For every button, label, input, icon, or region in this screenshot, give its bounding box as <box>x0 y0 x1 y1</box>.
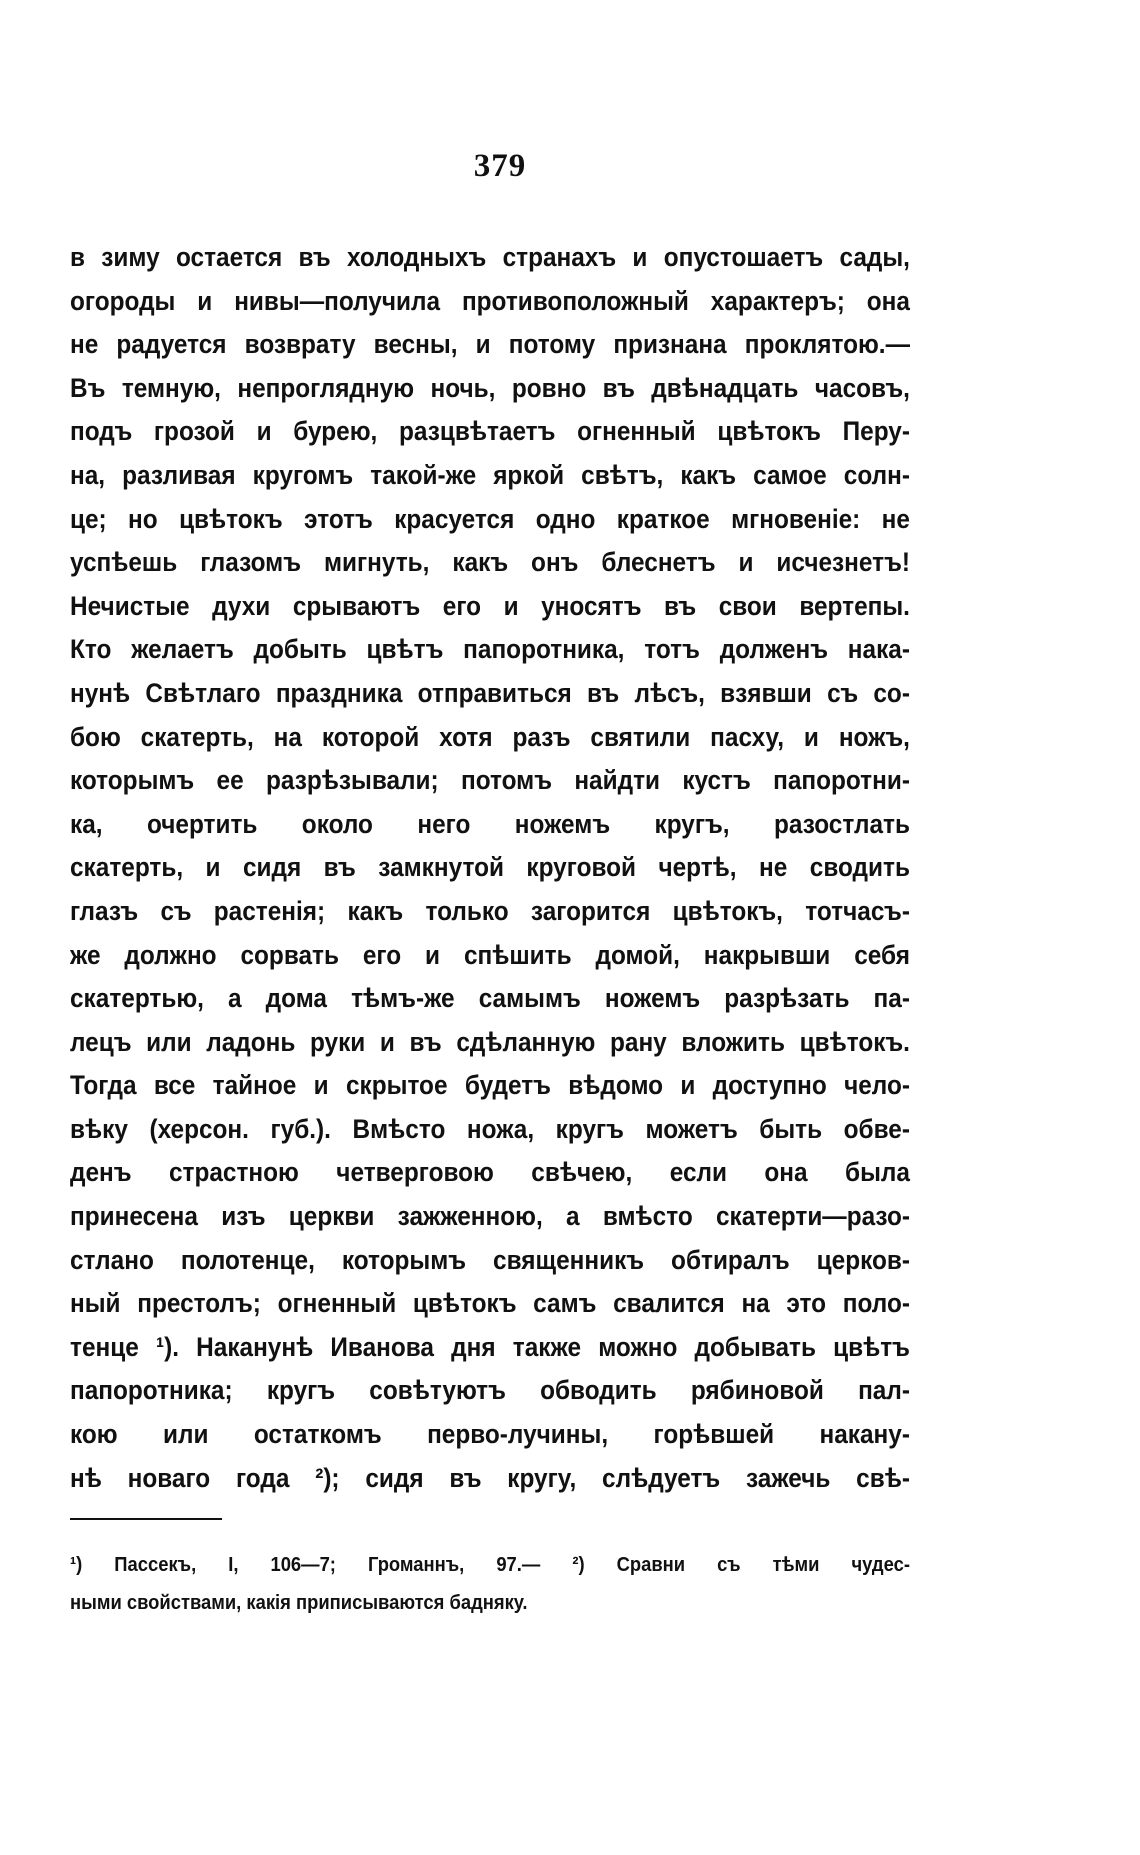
text-line: в зиму остается въ холодныхъ странахъ и опустошаетъ сады, <box>70 242 910 272</box>
text-line: ный престолъ; огненный цвѣтокъ самъ свалится на это поло- <box>70 1288 910 1319</box>
footnote-separator <box>70 1518 222 1520</box>
text-line: нунѣ Свѣтлаго праздника отправиться въ лѣсъ, взявши съ со- <box>70 677 910 708</box>
text-line: папоротника; кругъ совѣтуютъ обводить рябиновой пал- <box>70 1375 910 1406</box>
footnotes <box>70 1546 910 1622</box>
footnote-line: ными свойствами, какія приписываются бадняку. <box>70 1592 528 1614</box>
text-line: скатертью, а дома тѣмъ-же самымъ ножемъ разрѣзать па- <box>70 983 910 1014</box>
text-line: Тогда все тайное и скрытое будетъ вѣдомо и доступно чело- <box>70 1070 910 1101</box>
text-line: лецъ или ладонь руки и въ сдѣланную рану вложить цвѣтокъ. <box>70 1026 910 1057</box>
text-line: тенце ¹). Наканунѣ Иванова дня также можно добывать цвѣтъ <box>70 1331 910 1362</box>
text-line: кою или остаткомъ перво-лучины, горѣвшей накану- <box>70 1419 910 1450</box>
text-line: Нечистые духи срываютъ его и уносятъ въ свои вертепы. <box>70 590 910 621</box>
main-text-block <box>70 236 910 1500</box>
text-line: Въ темную, непроглядную ночь, ровно въ двѣнадцать часовъ, <box>70 372 910 403</box>
text-line: не радуется возврату весны, и потому признана проклятою.— <box>70 329 910 360</box>
text-line: нѣ новаго года ²); сидя въ кругу, слѣдуетъ зажечь свѣ- <box>70 1462 910 1493</box>
text-line: на, разливая кругомъ такой-же яркой свѣтъ, какъ самое солн- <box>70 459 910 490</box>
text-line: це; но цвѣтокъ этотъ красуется одно краткое мгновеніе: не <box>70 503 910 534</box>
text-line: денъ страстною четверговою свѣчею, если она была <box>70 1157 910 1188</box>
text-line: вѣку (херсон. губ.). Вмѣсто ножа, кругъ можетъ быть обве- <box>70 1113 910 1144</box>
text-line: ка, очертить около него ножемъ кругъ, разостлать <box>70 808 910 839</box>
text-line: стлано полотенце, которымъ священникъ обтиралъ церков- <box>70 1244 910 1275</box>
page-number: 379 <box>473 148 527 184</box>
text-line: подъ грозой и бурею, разцвѣтаетъ огненный цвѣтокъ Перу- <box>70 416 910 447</box>
text-line: скатерть, и сидя въ замкнутой круговой чертѣ, не сводить <box>70 852 910 883</box>
text-line: которымъ ее разрѣзывали; потомъ найдти кустъ папоротни- <box>70 765 910 796</box>
text-line: успѣешь глазомъ мигнуть, какъ онъ блеснетъ и исчезнетъ! <box>70 547 910 578</box>
footnote-line: ¹) Пассекъ, I, 106—7; Громаннъ, 97.— ²) Сравни съ тѣми чудес- <box>70 1554 910 1576</box>
text-line: глазъ съ растенія; какъ только загорится цвѣтокъ, тотчасъ- <box>70 895 910 926</box>
text-line: принесена изъ церкви зажженною, а вмѣсто скатерти—разо- <box>70 1201 910 1232</box>
text-line: бою скатерть, на которой хотя разъ святили пасху, и ножъ, <box>70 721 910 752</box>
text-line: же должно сорвать его и спѣшить домой, накрывши себя <box>70 939 910 970</box>
text-line: огороды и нивы—получила противоположный характеръ; она <box>70 285 910 316</box>
text-line: Кто желаетъ добыть цвѣтъ папоротника, тотъ долженъ нака- <box>70 634 910 665</box>
